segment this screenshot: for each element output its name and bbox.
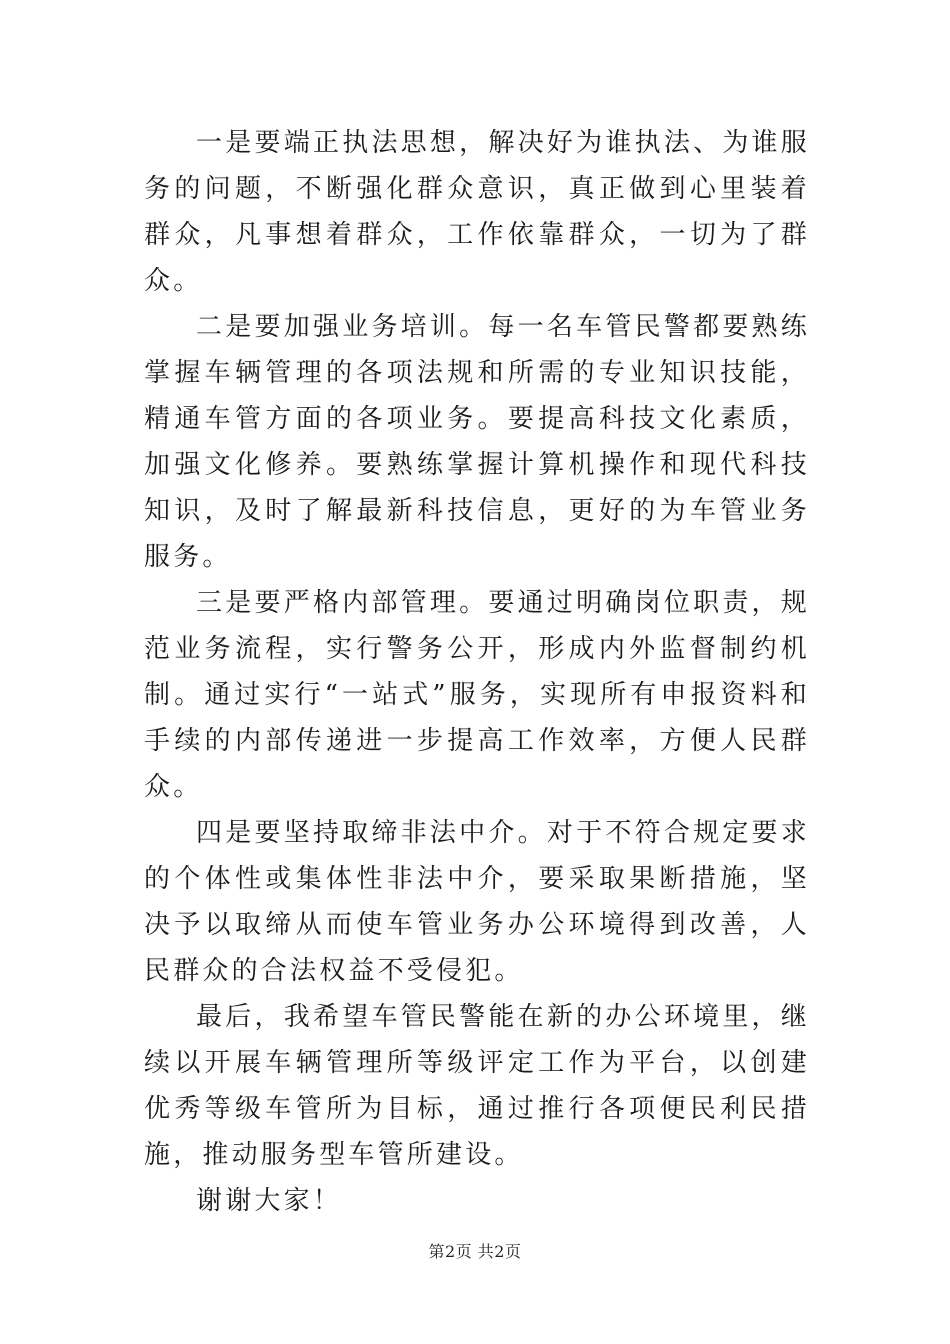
paragraph-intermediaries: 四是要坚持取缔非法中介。对于不符合规定要求的个体性或集体性非法中介，要采取果断措施，坚决予以取缔从而使车管业务办公环境得到改善，人民群众的合法权益不受侵犯。 xyxy=(144,818,810,986)
document-body xyxy=(144,120,810,1224)
paragraph-training: 二是要加强业务培训。每一名车管民警都要熟练掌握车辆管理的各项法规和所需的专业知识技能，精通车管方面的各项业务。要提高科技文化素质，加强文化修养。要熟练掌握计算机操作和现代科技知识，及时了解最新科技信息，更好的为车管业务服务。 xyxy=(144,312,810,572)
paragraph-conclusion: 最后，我希望车管民警能在新的办公环境里，继续以开展车辆管理所等级评定工作为平台，以创建优秀等级车管所为目标，通过推行各项便民利民措施，推动服务型车管所建设。 xyxy=(144,1002,810,1170)
paragraph-mindset: 一是要端正执法思想，解决好为谁执法、为谁服务的问题，不断强化群众意识，真正做到心里装着群众，凡事想着群众，工作依靠群众，一切为了群众。 xyxy=(144,128,810,296)
paragraph-management: 三是要严格内部管理。要通过明确岗位职责，规范业务流程，实行警务公开，形成内外监督制约机制。通过实行“一站式”服务，实现所有申报资料和手续的内部传递进一步提高工作效率，方便人民群众。 xyxy=(144,588,810,802)
closing-thanks: 谢谢大家！ xyxy=(196,1186,343,1216)
page-footer: 第2页 共2页 xyxy=(428,1242,522,1261)
